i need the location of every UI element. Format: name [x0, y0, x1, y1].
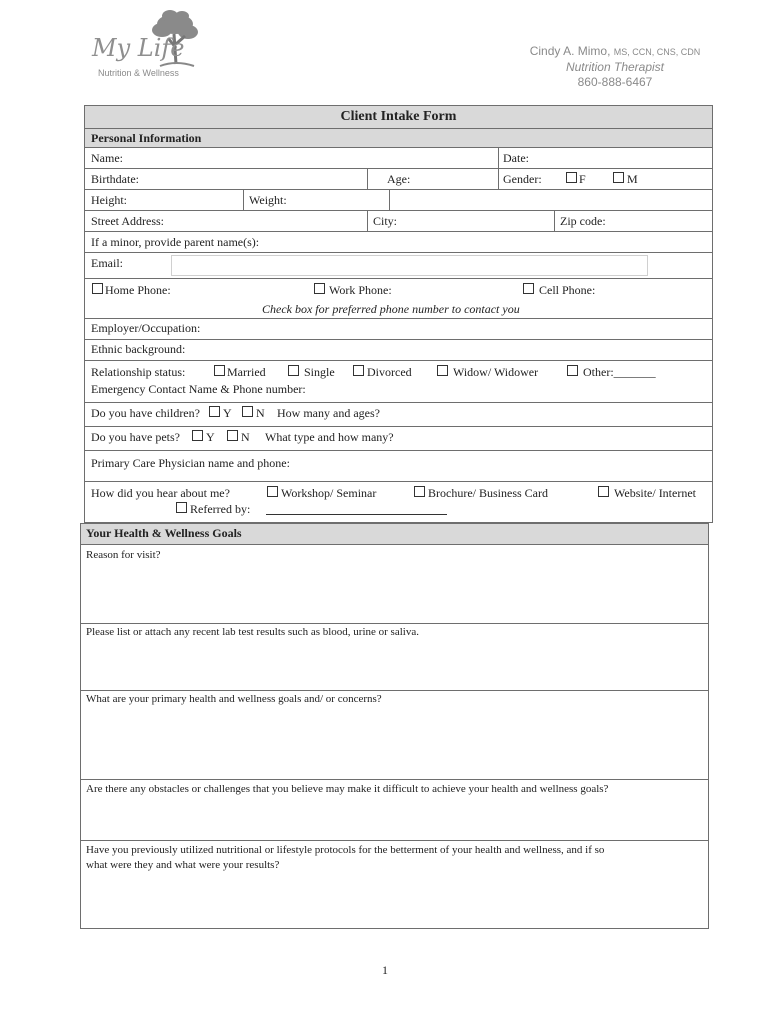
- weight-label: Weight:: [249, 193, 287, 207]
- obstacles-field[interactable]: [84, 798, 708, 841]
- pets-question: Do you have pets?: [91, 430, 180, 444]
- gender-m-label: M: [627, 172, 638, 186]
- pets-followup-label: What type and how many?: [265, 430, 394, 444]
- contact-block: [480, 44, 750, 90]
- logo-tagline: Nutrition & Wellness: [98, 68, 179, 78]
- emergency-contact-label: Emergency Contact Name & Phone number:: [91, 382, 306, 396]
- goals-header: Your Health & Wellness Goals: [86, 526, 242, 540]
- phone-preference-note: Check box for preferred phone number to contact you: [262, 302, 520, 316]
- zip-code-field[interactable]: [614, 212, 712, 231]
- contact-name: Cindy A. Mimo,: [529, 44, 611, 58]
- relationship-status-label: Relationship status:: [91, 365, 186, 379]
- reason-for-visit-question: Reason for visit?: [86, 549, 161, 561]
- ethnic-background-field[interactable]: [194, 341, 710, 360]
- employer-label: Employer/Occupation:: [91, 321, 201, 335]
- name-field[interactable]: [130, 149, 496, 168]
- children-yes-label: Y: [223, 406, 232, 420]
- contact-phone: 860-888-6467: [577, 75, 653, 89]
- home-phone-label: Home Phone:: [105, 283, 171, 297]
- work-phone-checkbox[interactable]: [314, 283, 325, 294]
- referred-by-field[interactable]: [266, 499, 451, 515]
- reason-for-visit-field[interactable]: [84, 564, 708, 624]
- other-checkbox[interactable]: [567, 365, 578, 376]
- date-field[interactable]: [534, 149, 710, 168]
- pets-no-checkbox[interactable]: [227, 430, 238, 441]
- website-checkbox[interactable]: [598, 486, 609, 497]
- city-label: City:: [373, 214, 398, 228]
- age-label: Age:: [387, 172, 411, 186]
- widow-checkbox[interactable]: [437, 365, 448, 376]
- widow-label: Widow/ Widower: [453, 365, 539, 379]
- children-yes-checkbox[interactable]: [209, 406, 220, 417]
- pets-no-label: N: [241, 430, 250, 444]
- gender-label: Gender:: [503, 172, 542, 186]
- parent-names-label: If a minor, provide parent name(s):: [91, 235, 260, 249]
- children-followup-label: How many and ages?: [277, 406, 380, 420]
- physician-field[interactable]: [330, 455, 710, 477]
- date-label: Date:: [503, 151, 529, 165]
- other-label: Other:_______: [583, 365, 656, 379]
- website-label: Website/ Internet: [614, 486, 697, 500]
- divorced-label: Divorced: [367, 365, 412, 379]
- street-address-field[interactable]: [172, 212, 366, 231]
- children-no-label: N: [256, 406, 265, 420]
- goals-concerns-field[interactable]: [84, 708, 708, 780]
- referred-label: Referred by:: [190, 502, 251, 516]
- children-no-checkbox[interactable]: [242, 406, 253, 417]
- cell-phone-checkbox[interactable]: [523, 283, 534, 294]
- home-phone-checkbox[interactable]: [92, 283, 103, 294]
- gender-f-label: F: [579, 172, 586, 186]
- gender-m-checkbox[interactable]: [613, 172, 624, 183]
- page-number: 1: [382, 963, 388, 977]
- physician-label: Primary Care Physician name and phone:: [91, 456, 290, 470]
- emergency-contact-field[interactable]: [320, 381, 710, 400]
- brochure-checkbox[interactable]: [414, 486, 425, 497]
- parent-names-field[interactable]: [272, 233, 710, 252]
- email-label: Email:: [91, 256, 123, 270]
- obstacles-question: Are there any obstacles or challenges that you believe may make it difficult to achieve your health and wellness goals?: [86, 783, 609, 795]
- previous-protocols-field[interactable]: [84, 875, 708, 929]
- brochure-label: Brochure/ Business Card: [428, 486, 548, 500]
- zip-code-label: Zip code:: [560, 214, 606, 228]
- children-question: Do you have children?: [91, 406, 200, 420]
- previous-protocols-question-line2: what were they and what were your results?: [86, 859, 280, 871]
- birthdate-field[interactable]: [146, 170, 366, 189]
- gender-f-checkbox[interactable]: [566, 172, 577, 183]
- contact-title: Nutrition Therapist: [565, 60, 665, 74]
- single-label: Single: [304, 365, 335, 379]
- previous-protocols-question-line1: Have you previously utilized nutritional or lifestyle protocols for the betterment of your health and wellness, and if so: [86, 844, 605, 856]
- age-field[interactable]: [414, 170, 498, 189]
- divorced-checkbox[interactable]: [353, 365, 364, 376]
- height-label: Height:: [91, 193, 127, 207]
- logo: [90, 8, 205, 80]
- hear-about-question: How did you hear about me?: [91, 486, 230, 500]
- email-field[interactable]: [173, 257, 650, 276]
- married-label: Married: [227, 365, 266, 379]
- pets-yes-label: Y: [206, 430, 215, 444]
- form-title: Client Intake Form: [340, 109, 457, 124]
- logo-script-text: My Life: [92, 34, 185, 62]
- workshop-checkbox[interactable]: [267, 486, 278, 497]
- personal-info-header: Personal Information: [91, 131, 202, 145]
- employer-field[interactable]: [210, 320, 710, 339]
- street-address-label: Street Address:: [91, 214, 164, 228]
- cell-phone-label: Cell Phone:: [539, 283, 596, 297]
- workshop-label: Workshop/ Seminar: [281, 486, 377, 500]
- contact-credentials: MS, CCN, CNS, CDN: [613, 47, 701, 57]
- referred-checkbox[interactable]: [176, 502, 187, 513]
- lab-results-question: Please list or attach any recent lab test results such as blood, urine or saliva.: [86, 626, 419, 638]
- single-checkbox[interactable]: [288, 365, 299, 376]
- birthdate-label: Birthdate:: [91, 172, 139, 186]
- pets-yes-checkbox[interactable]: [192, 430, 203, 441]
- ethnic-background-label: Ethnic background:: [91, 342, 186, 356]
- city-field[interactable]: [403, 212, 553, 231]
- lab-results-field[interactable]: [84, 641, 708, 691]
- height-field[interactable]: [132, 191, 242, 210]
- weight-field[interactable]: [292, 191, 388, 210]
- married-checkbox[interactable]: [214, 365, 225, 376]
- work-phone-label: Work Phone:: [329, 283, 392, 297]
- name-label: Name:: [91, 151, 123, 165]
- goals-concerns-question: What are your primary health and wellness goals and/ or concerns?: [86, 693, 382, 705]
